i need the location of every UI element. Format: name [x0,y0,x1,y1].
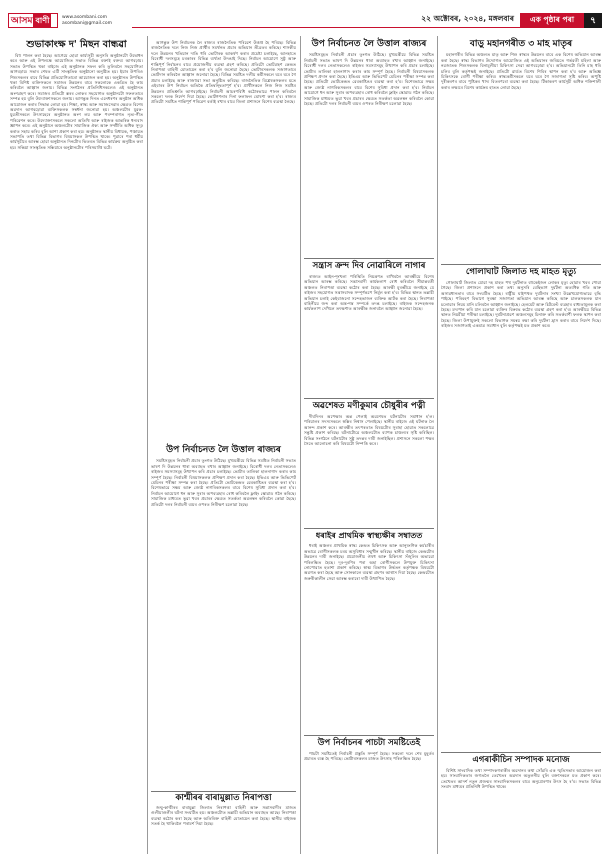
article-body [304,543,434,725]
article-body [151,805,296,853]
article-5 [441,268,601,750]
article-body [304,414,434,526]
article-body [304,751,434,851]
article-11 [304,532,434,725]
email-link[interactable]: asombani@gmail.com [62,20,112,26]
website-link[interactable]: www.asombani.com [62,15,108,20]
article-headline[interactable]: উপ নিৰ্বাচনৰ পাচটা সমষ্টিতেই [317,738,421,748]
article-1 [10,40,143,865]
article-body [441,52,601,257]
logo-part2: বাণী [35,16,50,25]
article-headline[interactable]: উপ নিৰ্বাচনত লৈ উত্তাল ৰাজ্যৰ [311,39,427,49]
column-divider [147,36,148,854]
section-divider [304,528,434,529]
article-2 [151,40,296,440]
article-headline[interactable]: উপ নিৰ্বাচনত লৈ উত্তাল ৰাজ্যৰ [166,445,281,455]
article-headline[interactable]: শুভাকাংক্ষ দ' মিছন বান্ধৱা [26,39,127,50]
page-number: ৭ [584,13,602,28]
section-divider [304,398,434,399]
dateline: ২২ অক্টোবৰ, ২০২৪, মঙ্গলবাৰ [421,14,514,23]
article-text: সমষ্টিসমূহত নিৰ্বাচনী প্ৰচাৰ তুংগত উঠিছে। মুখ্যমন্ত্ৰীয়ে বিভিন্ন সমষ্টিত নিৰ্বাচনী সভাত ভাষণ দি উন্নয়নৰ ধাৰা অব্যাহত ৰখাৰ আহ্বান জনাইছে। বিৰোধী দলৰ নেতাসকলেও ৰাইজৰ সমস্যাসমূহ উত্থাপন কৰি প্ৰচাৰ চলাইছে। ভোটাৰ তালিকা হালনাগাদ কৰাৰ কাম সম্পূৰ্ণ হৈছে। নিৰ্বাচনী বিষয়াসকলক প্ৰশিক্ষণ প্ৰদান কৰা হৈছে। ইভিএম আৰু ভিভিপেট মেচিনৰ পৰীক্ষা সম্পন্ন কৰা হৈছে। প্ৰতিটো ভোটকেন্দ্ৰত ৱেবকাষ্টিঙৰ ব্যৱস্থা কৰা হ'ব। বিশেষভাৱে সক্ষম আৰু জ্যেষ্ঠ নাগৰিকসকলৰ বাবে বিশেষ সুবিধা প্ৰদান কৰা হ'ব। নিৰ্বাচন আয়োগে ধন আৰু সুৰাৰ অপব্যৱহাৰ ৰোধ কৰিবলৈ ফ্লাইং স্কোৱাড গঠন কৰিছে। সামাজিক মাধ্যমত ভুৱা খবৰ প্ৰচাৰৰ ক্ষেত্ৰত সতৰ্কতা অৱলম্বন কৰিবলৈ কোৱা হৈছে। প্ৰতিটো দলৰ নিৰ্বাচনী ব্যয়ৰ ওপৰত নিৰীক্ষণ চলোৱা হৈছে। [304,52,434,107]
section-label: এক পৃষ্ঠাৰ পৰা [520,13,584,28]
section-divider [441,752,601,753]
article-13 [441,756,601,852]
article-2-continued [304,40,434,248]
article-body [441,280,601,750]
article-7 [304,402,434,526]
article-headline[interactable]: সন্ত্ৰাস ক্ৰন্দ দিব নোৱাৰিলে নাগাৰ [312,261,426,271]
article-body [10,53,143,865]
article-text: আগন্তুক উপ নিৰ্বাচনক লৈ ৰাজ্যৰ ৰাজনৈতিক পৰিৱেশ উত্তপ্ত হৈ পৰিছে। বিভিন্ন ৰাজনৈতিক দলে নিজ নিজ প্ৰাৰ্থীৰ সমৰ্থনত প্ৰচাৰ অভিযান তীব্ৰতৰ কৰিছে। শাসকীয় দলে উন্নয়নৰ খতিয়ান দাঙি ধৰি ভোটাৰক আকৰ্ষণ কৰাৰ প্ৰচেষ্টা চলাইছে, আনহাতে বিৰোধী দলসমূহে চৰকাৰৰ বিভিন্ন ব্যৰ্থতা উদঙাই দিছে। নিৰ্বাচন আয়োগে সুষ্ঠু আৰু শান্তিপূৰ্ণ নিৰ্বাচনৰ বাবে প্ৰয়োজনীয় ব্যৱস্থা গ্ৰহণ কৰিছে। প্ৰতিটো ভোটগ্ৰহণ কেন্দ্ৰত নিৰাপত্তা বাহিনী মোতায়েন কৰা হ'ব বুলি জনোৱা হৈছে। ভোটাৰসকলক সজাগতাৰে ভোটদান কৰিবলৈ আহ্বান জনোৱা হৈছে। বিভিন্ন সমষ্টিত দলীয় কৰ্মীসকলে ঘৰে ঘৰে গৈ প্ৰচাৰ চলাইছে আৰু ৰাজহুৱা সভা অনুষ্ঠিত কৰিছে। ৰাজনৈতিক বিশ্লেষকসকলৰ মতে এইবাৰৰ উপ নিৰ্বাচন অতিকৈ প্ৰতিদ্বন্দ্বিতাপূৰ্ণ হ'ব। প্ৰাৰ্থীসকলে নিজ নিজ সমষ্টিৰ উন্নয়নৰ প্ৰতিশ্ৰুতি আগবঢ়াইছে। নিৰ্বাচনী আচৰণবিধি কঠোৰভাৱে পালন কৰিবলৈ সকলো দলক নিৰ্দেশ দিয়া হৈছে। ভোটগণনাৰ দিনা ফলাফল ঘোষণা কৰা হ'ব। ৰাজ্যৰ প্ৰতিটো সমষ্টিত শান্তিপূৰ্ণ পৰিৱেশ বৰ্তাই ৰখাৰ বাবে জিলা প্ৰশাসনে বিশেষ ব্যৱস্থা লৈছে। [151,40,296,105]
article-text: মহানগৰীৰ বিভিন্ন অঞ্চলত মাতৃ আৰু শিশু স্বাস্থ্যৰ উন্নয়নৰ বাবে এক বিশেষ অভিযান আৰম্ভ কৰা হৈছে। স্বাস্থ্য বিভাগৰ উদ্যোগত আয়োজিত এই অভিযানৰ জৰিয়তে গৰ্ভৱতী মহিলা আৰু নৱজাতক শিশুসকলক বিনামূলীয়া চিকিৎসা সেৱা আগবঢ়োৱা হ'ব। অভিযানটো তিনি মাহ ধৰি চলিব বুলি কৰ্তৃপক্ষই জনাইছে। প্ৰতিটো ৱাৰ্ডত বিশেষ শিবিৰ স্থাপন কৰা হ'ব আৰু অভিজ্ঞ চিকিৎসকে ৰোগী পৰীক্ষা কৰিব। স্বাস্থ্যকৰ্মীসকলে ঘৰে ঘৰে গৈ সজাগতা সৃষ্টি কৰিব। অপুষ্টি দূৰীকৰণৰ বাবে পুষ্টিকৰ খাদ্য বিতৰণৰো ব্যৱস্থা কৰা হৈছে। টিকাকৰণ কাৰ্যসূচী অধিক শক্তিশালী কৰাৰ লক্ষ্যৰে বিশেষ কাৰ্যক্ৰম হাতত লোৱা হৈছে। [441,52,601,90]
article-headline[interactable]: বাড়ু মহানগৰীত ৩ মাহ মাতৃৰ [469,39,573,49]
article-12 [304,739,434,851]
section-divider [441,264,601,265]
article-body [304,52,434,248]
article-headline[interactable]: কাশ্মীৰৰ বাৰামুল্লাত নিৰাপত্তা [175,793,272,803]
masthead [8,13,602,28]
article-body [151,40,296,440]
masthead-contact [62,15,132,26]
article-body [151,458,296,794]
article-4 [304,262,434,392]
newspaper-logo [8,13,58,28]
article-text: ৰাজ্যত আইন-শৃংখলা পৰিস্থিতি নিয়ন্ত্ৰণত ৰাখিবলৈ আৰক্ষীয়ে বিশেষ অভিযান আৰম্ভ কৰিছে। সন্ত্ৰাসবাদী কাৰ্যকলাপ ৰোধ কৰিবলৈ সীমান্তবৰ্তী অঞ্চলত নিৰাপত্তা ব্যৱস্থা কঠোৰ কৰা হৈছে। আৰক্ষী মুৰব্বীয়ে জনাইছে যে ৰাইজৰ সহযোগত সন্ত্ৰাসবাদক সম্পূৰ্ণৰূপে নিৰ্মূল কৰা হ'ব। বিভিন্ন স্থানত তল্লাচী অভিযান চলাই কেইবাজনো সন্দেহভাজন ব্যক্তিক আটক কৰা হৈছে। নিৰাপত্তা বাহিনীয়ে জব্দ কৰা অস্ত্ৰ-শস্ত্ৰ সম্পৰ্কে তদন্ত চলাইছে। ৰাইজক সন্দেহজনক কাৰ্যকলাপ দেখিলে তৎক্ষণাত আৰক্ষীক জনাবলৈ আহ্বান জনোৱা হৈছে। [304,273,434,312]
article-text: জম্মু-কাশ্মীৰৰ বাৰামুল্লা জিলাত নিৰাপত্তা বাহিনী আৰু সন্ত্ৰাসবাদীৰ মাজত গুলীয়াগুলীৰ ঘটনা সংঘটিত হয়। অঞ্চলটোত তল্লাচী অভিযান অব্যাহত আছে। নিৰাপত্তা ব্যৱস্থা কঠোৰ কৰা হৈছে আৰু অতিৰিক্ত বাহিনী মোতায়েন কৰা হৈছে। স্থানীয় ৰাইজক সতৰ্ক হৈ থাকিবলৈ পৰামৰ্শ দিয়া হৈছে। [151,804,296,827]
logo-part1: আসম [11,16,33,26]
article-3 [441,40,601,257]
article-text: ধৰাই অঞ্চলৰ প্ৰাথমিক স্বাস্থ্য কেন্দ্ৰত চিকিৎসক আৰু আনুষংগিক কৰ্মচাৰীৰ অভাৱে ৰোগীসকলক চৰম অসুবিধাৰ সন্মুখীন কৰিছে। স্থানীয় ৰাইজে কেন্দ্ৰটোৰ উন্নয়নৰ দাবী জনাইছে। প্ৰয়োজনীয় ঔষধ আৰু চিকিৎসা সঁজুলিৰ অভাৱো পৰিলক্ষিত হৈছে। দূৰ-দূৰণিৰ পৰা অহা ৰোগীসকলে উপযুক্ত চিকিৎসা নোপোৱাত হতাশা প্ৰকাশ কৰিছে। স্বাস্থ্য বিভাগৰ উৰ্দ্ধতন কৰ্তৃপক্ষক বিষয়টো অৱগত কৰা হৈছে আৰু সোনকালে ব্যৱস্থা গ্ৰহণৰ আশ্বাস দিয়া হৈছে। কেন্দ্ৰটোত জৰুৰীকালীন সেৱা আৰম্ভ কৰাৰো দাবী উত্থাপিত হৈছে। [304,543,434,581]
article-text: দীৰ্ঘদিনৰ অপেক্ষাৰ অন্ত পেলাই অৱশেষত ঘটনাটোৰ সমাধান হ'ল। পৰিয়ালৰ সদস্যসকলে স্বস্তিৰ নিশ্বাস পেলাইছে। স্থানীয় ৰাইজে এই ঘটনাক লৈ আনন্দ প্ৰকাশ কৰে। আৰক্ষীৰ তৎপৰতাত বিষয়টোৰ সুৰাহা হোৱাত সকলোৱে সন্তুষ্টি প্ৰকাশ কৰিছে। ঘটনাটোৱে অঞ্চলটোত ব্যাপক চাঞ্চল্যৰ সৃষ্টি কৰিছিল। বিভিন্ন সংগঠনে ঘটনাটোৰ সুষ্ঠু তদন্তৰ দাবী জনাইছিল। প্ৰশাসনে সকলো পক্ষৰ সৈতে আলোচনা কৰি বিষয়টো নিষ্পত্তি কৰে। [304,413,434,446]
article-headline[interactable]: এগৰাকীচিন সম্পাদক মনোজ [472,755,570,765]
article-headline[interactable]: ধৰাইৰ প্ৰাথমিক স্বাস্থ্যক্ষীৰ সম্বাতত [315,531,423,540]
section-divider [304,258,434,259]
article-headline[interactable]: গোলাঘাট জিলাত দহ মাহত মৃত্যু [465,267,577,277]
article-body [441,768,601,852]
column-divider [437,36,438,854]
section-divider [151,791,296,792]
article-headline[interactable]: অৱশেষত মণীকুমাৰ চৌধুৰীৰ পত্নী [312,401,426,411]
header-rule [132,13,520,28]
article-text: গোলাঘাট জিলাত যোৱা দহ মাহত পথ দুৰ্ঘটনাত বহুকেইজন লোকৰ মৃত্যু হোৱাৰ খবৰ পোৱা গৈছে। জিলা প্ৰশাসনে প্ৰকাশ কৰা তথ্য অনুসৰি বেছিভাগ দুৰ্ঘটনা অত্যধিক গতি আৰু অসাৱধানতাৰ বাবে সংঘটিত হৈছে। ৰাষ্ট্ৰীয় ঘাইপথত দুৰ্ঘটনাৰ সংখ্যা উল্লেখযোগ্যভাৱে বৃদ্ধি পাইছে। পৰিবহণ বিভাগে সুৰক্ষা সজাগতা অভিযান আৰম্ভ কৰিছে আৰু চালকসকলক যান চলোৱাৰ নিয়ম মানি চলিবলৈ আহ্বান জনাইছে। হেলমেট আৰু চিটবেল্ট ব্যৱহাৰ বাধ্যতামূলক কৰা হৈছে। মদ্যপান কৰি যান চলোৱা ব্যক্তিৰ বিৰুদ্ধে কঠোৰ ব্যৱস্থা গ্ৰহণ কৰা হ'ব। আৰক্ষীয়ে বিভিন্ন স্থানত নিয়মীয়া পৰীক্ষা চলাইছে। দুৰ্ঘটনাপ্ৰৱণ অঞ্চলসমূহ চিনাক্ত কৰি সতৰ্কবাণী ফলক স্থাপন কৰা হৈছে। জিলা উপায়ুক্তই সকলো বিভাগক সমন্বয় ৰক্ষা কৰি দুৰ্ঘটনা হ্ৰাস কৰাৰ বাবে নিৰ্দেশ দিছে। ৰাইজৰ সজাগতাই একমাত্ৰ সমাধান বুলি কৰ্তৃপক্ষই মত প্ৰকাশ কৰে। [441,279,601,329]
article-8 [151,794,296,853]
article-text: বিশিষ্ট সাংবাদিক তথা সম্পাদকগৰাকীৰ অৱদানৰ কথা সোঁৱৰি এক স্মৃতিসভাৰ আয়োজন কৰা হয়। সাংবাদিকতাৰ জগতলৈ তেখেতৰ অৱদান অতুলনীয় বুলি বক্তাসকলে মত প্ৰকাশ কৰে। তেখেতৰ আদৰ্শ নতুন প্ৰজন্মৰ সাংবাদিকসকলৰ বাবে অনুপ্ৰেৰণাৰ উৎস হৈ ৰ'ব। সভাত বিভিন্ন সংবাদ মাধ্যমৰ প্ৰতিনিধি উপস্থিত থাকে। [441,767,601,790]
article-6 [151,446,296,794]
article-text: পাচটা সমষ্টিতেই নিৰ্বাচনী প্ৰস্তুতি সম্পূৰ্ণ হৈছে। সকলো দলে শেষ মুহূৰ্তৰ প্ৰচাৰত ব্যস্ত হৈ পৰিছে। ভোটাৰসকলৰ মাজত উৎসাহ পৰিলক্ষিত হৈছে। [304,750,434,762]
article-text: সমষ্টিসমূহত নিৰ্বাচনী প্ৰচাৰ তুংগত উঠিছে। মুখ্যমন্ত্ৰীয়ে বিভিন্ন সমষ্টিত নিৰ্বাচনী সভাত ভাষণ দি উন্নয়নৰ ধাৰা অব্যাহত ৰখাৰ আহ্বান জনাইছে। বিৰোধী দলৰ নেতাসকলেও ৰাইজৰ সমস্যাসমূহ উত্থাপন কৰি প্ৰচাৰ চলাইছে। ভোটাৰ তালিকা হালনাগাদ কৰাৰ কাম সম্পূৰ্ণ হৈছে। নিৰ্বাচনী বিষয়াসকলক প্ৰশিক্ষণ প্ৰদান কৰা হৈছে। ইভিএম আৰু ভিভিপেট মেচিনৰ পৰীক্ষা সম্পন্ন কৰা হৈছে। প্ৰতিটো ভোটকেন্দ্ৰত ৱেবকাষ্টিঙৰ ব্যৱস্থা কৰা হ'ব। বিশেষভাৱে সক্ষম আৰু জ্যেষ্ঠ নাগৰিকসকলৰ বাবে বিশেষ সুবিধা প্ৰদান কৰা হ'ব। নিৰ্বাচন আয়োগে ধন আৰু সুৰাৰ অপব্যৱহাৰ ৰোধ কৰিবলৈ ফ্লাইং স্কোৱাড গঠন কৰিছে। সামাজিক মাধ্যমত ভুৱা খবৰ প্ৰচাৰৰ ক্ষেত্ৰত সতৰ্কতা অৱলম্বন কৰিবলৈ কোৱা হৈছে। প্ৰতিটো দলৰ নিৰ্বাচনী ব্যয়ৰ ওপৰত নিৰীক্ষণ চলোৱা হৈছে। [151,458,296,507]
article-text: বিহু পালন কৰা হৈছে। আগেয়ে হোৱা কাৰ্য্যসূচী অনুসৰি অনুষ্ঠানটো উদ্বোধন কৰে আৰু এই উপলক্ষে আয়োজিত সভাত বিভিন্ন বক্তাই বক্তব্য আগবঢ়ায়। সভাত উপস্থিত থকা ৰাইজে এই অনুষ্ঠানক সফল কৰি তুলিবলৈ সহযোগিতা আগবঢ়ায়। সভাৰ শেষত এটি সাংস্কৃতিক অনুষ্ঠানো অনুষ্ঠিত হয়। ইয়াৰ উপৰিও শিশুসকলৰ বাবে বিভিন্ন প্ৰতিযোগিতাৰো আয়োজন কৰা হয়। অনুষ্ঠানত উপস্থিত থকা বিশিষ্ট ব্যক্তিসকলে সমাজৰ উন্নয়নৰ বাবে সকলোকে একত্ৰিত হৈ কাম কৰিবলৈ আহ্বান জনায়। বিভিন্ন সংগঠনৰ প্ৰতিনিধিসকলেও এই অনুষ্ঠানত অংশগ্ৰহণ কৰে। সমাজৰ প্ৰতিটো স্তৰৰ লোকৰ সহযোগত অনুষ্ঠানটো সফলতাৰে সম্পন্ন হয় বুলি উদ্যোক্তাসকলে জনায়। আগন্তুক দিনত এনেধৰণৰ অনুষ্ঠান অধিক আয়োজন কৰাৰ সিদ্ধান্ত লোৱা হয়। শিক্ষা, স্বাস্থ্য আৰু সমাজসেৱাৰ ক্ষেত্ৰত বিশেষ অৱদান আগবঢ়োৱা ব্যক্তিসকলক সম্বৰ্ধনা জনোৱা হয়। অঞ্চলটোৰ যুৱক-যুৱতীসকলে উৎসাহেৰে অনুষ্ঠানত অংশ লয় আৰু পৰম্পৰাগত নৃত্য-গীত পৰিৱেশন কৰে। উদ্যোক্তাসকলে সকলো অতিথি আৰু ৰাইজক আন্তৰিক ধন্যবাদ জ্ঞাপন কৰে। এই অনুষ্ঠানে অঞ্চলটোৰ সামাজিক ঐক্য আৰু সম্প্ৰীতি অধিক সুদৃঢ় কৰাত সহায় কৰিব বুলি আশা প্ৰকাশ কৰা হয়। অনুষ্ঠানত স্থানীয় বিধায়ক, পঞ্চায়ত সভাপতি তথা বিভিন্ন বিভাগৰ বিষয়াসকল উপস্থিত থাকে। পুৱাৰে পৰা ধৰ্মীয় কাৰ্যসূচীৰে আৰম্ভ হোৱা অনুষ্ঠানত দিনটোৰ ভিতৰত বিভিন্ন কাৰ্যক্ৰম অনুষ্ঠিত কৰা হয়। সন্ধিয়া সাংস্কৃতিক সন্ধিয়াৰে অনুষ্ঠানটোৰ পৰিসমাপ্তি ঘটে। [10,52,143,150]
section-divider [304,735,434,736]
article-body [304,274,434,392]
column-divider [300,36,301,854]
